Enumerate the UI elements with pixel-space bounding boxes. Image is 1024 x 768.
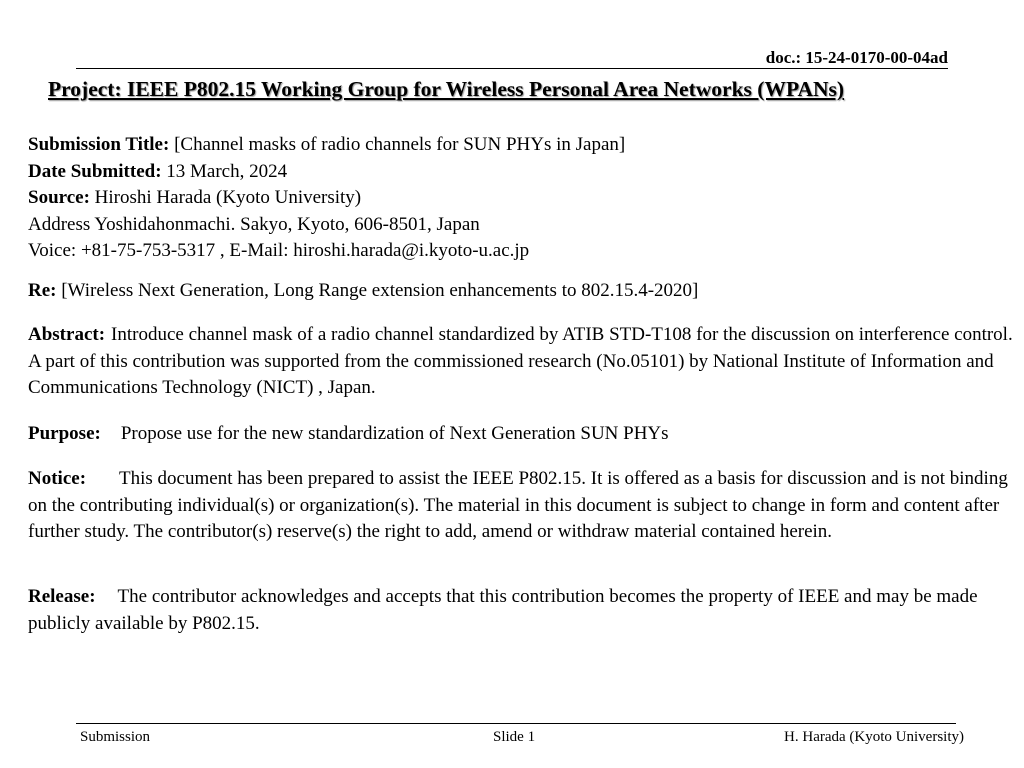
slide-number: Slide 1 xyxy=(493,729,536,745)
purpose-label: Purpose: xyxy=(28,423,101,444)
re-label: Re: xyxy=(28,280,57,301)
abstract-paragraph xyxy=(28,322,1018,402)
notice-text: This document has been prepared to assist the IEEE P802.15. It is offered as a basis for discussion and is not binding on the contributing individual(s) or organization(s). The material in this document is subject to change in form and content after further study. The contributor(s) reserve(s) the right to add, amend or withdraw material contained herein. xyxy=(28,468,1008,542)
submission-title-label: Submission Title: xyxy=(28,134,170,155)
notice-label: Notice: xyxy=(28,468,87,489)
abstract-text: Introduce channel mask of a radio channel standardized by ATIB STD-T108 for the discussion on interference control. A part of this contribution was supported from the commissioned research (No.05101) by National Institute of Information and Communications Technology (NICT) , Japan. xyxy=(28,324,1013,398)
project-title: Project: IEEE P802.15 Working Group for Wireless Personal Area Networks (WPANs) xyxy=(48,77,845,101)
header-divider xyxy=(76,68,948,69)
date-submitted-line xyxy=(28,159,1018,186)
abstract-label: Abstract: xyxy=(28,324,106,345)
purpose-paragraph xyxy=(28,421,1018,448)
re-value: [Wireless Next Generation, Long Range extension enhancements to 802.15.4-2020] xyxy=(61,280,699,301)
date-submitted-value: 13 March, 2024 xyxy=(166,160,288,182)
release-paragraph xyxy=(28,584,1018,637)
release-label: Release: xyxy=(28,586,96,607)
address-line: Address Yoshidahonmachi. Sakyo, Kyoto, 606-8501, Japan xyxy=(28,213,480,235)
notice-paragraph xyxy=(28,466,1018,546)
doc-id: doc.: 15-24-0170-00-04ad xyxy=(765,48,948,67)
purpose-text: Propose use for the new standardization of Next Generation SUN PHYs xyxy=(120,423,669,444)
footer-divider xyxy=(76,723,956,724)
source-line xyxy=(28,185,1018,212)
source-label: Source: xyxy=(28,187,90,208)
footer-submission: Submission xyxy=(80,729,151,745)
source-value: Hiroshi Harada (Kyoto University) xyxy=(94,187,362,208)
submission-title-value: [Channel masks of radio channels for SUN PHYs in Japan] xyxy=(174,134,626,155)
re-paragraph xyxy=(28,278,1018,305)
contact-line: Voice: +81-75-753-5317 , E-Mail: hiroshi.harada@i.kyoto-u.ac.jp xyxy=(28,240,530,261)
release-text: The contributor acknowledges and accepts that this contribution becomes the property of IEEE and may be made publicly available by P802.15. xyxy=(28,586,978,634)
date-submitted-label: Date Submitted: xyxy=(28,160,162,182)
footer-author: H. Harada (Kyoto University) xyxy=(784,729,964,745)
submission-title-line xyxy=(28,132,1018,159)
submission-info xyxy=(28,132,1018,265)
